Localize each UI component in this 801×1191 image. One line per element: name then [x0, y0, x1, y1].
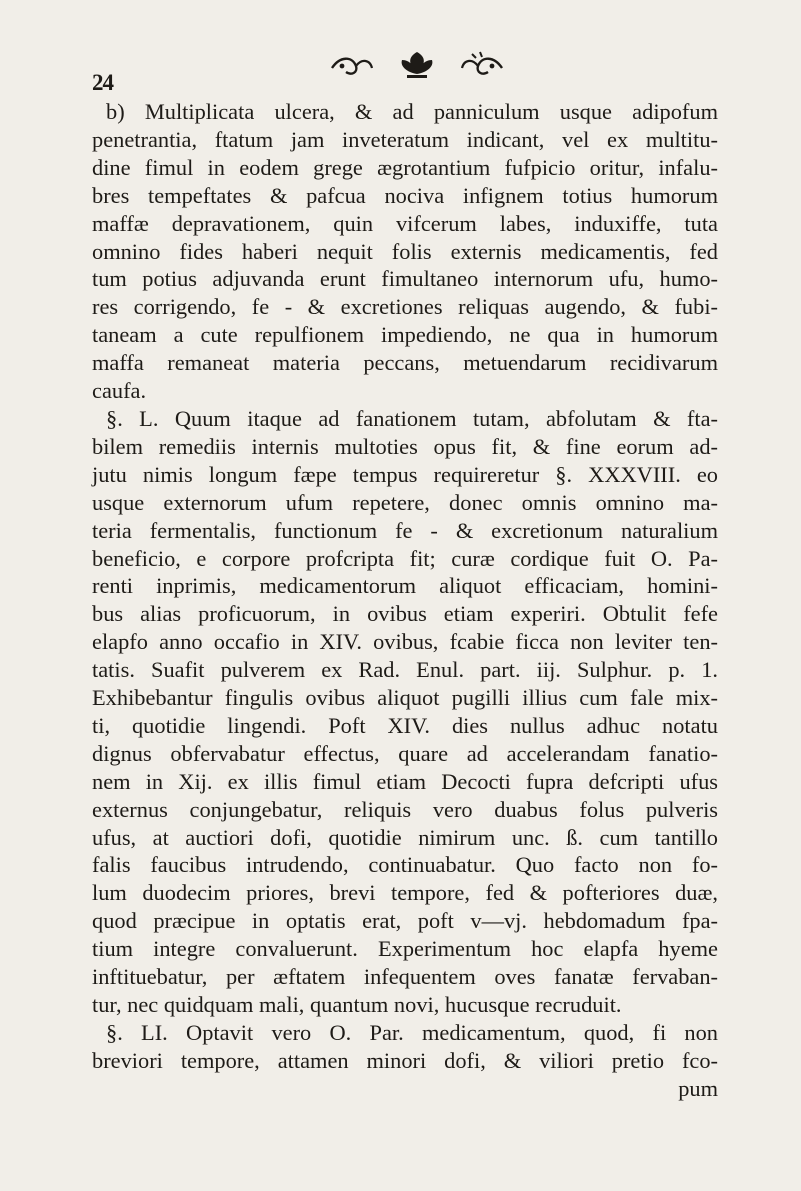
text-line: §. LI. Optavit vero O. Par. medicamentum, quod, fi non [106, 1019, 718, 1045]
text-line: bres tempeftates & pafcua nociva infignem totius humorum [92, 182, 718, 208]
text-line: maffæ depravationem, quin vifcerum labes, induxiffe, tuta [92, 210, 718, 236]
text-line: tium integre convaluerunt. Experimentum hoc elapfa hyeme [92, 936, 718, 962]
text-line: tum potius adjuvanda erunt fimultaneo internorum ufu, humo- [92, 266, 718, 292]
text-line: ufus, at auctiori dofi, quotidie nimirum unc. ß. cum tantillo [92, 824, 718, 850]
text-line: tatis. Suafit pulverem ex Rad. Enul. part. iij. Sulphur. p. 1. [92, 657, 718, 683]
text-line: pum [678, 1075, 718, 1101]
text-line: Exhibebantur fingulis ovibus aliquot pugilli illius cum fale mix- [92, 685, 718, 711]
text-line: inftituebatur, per æftatem infequentem oves fanatæ fervaban- [92, 964, 718, 990]
text-line: maffa remaneat materia peccans, metuendarum recidivarum [92, 350, 718, 376]
head-ornament-icon [322, 48, 512, 82]
text-line: ti, quotidie lingendi. Poft XIV. dies nullus adhuc notatu [92, 712, 718, 738]
text-line: usque externorum ufum repetere, donec omnis omnino ma- [92, 489, 718, 515]
text-line: nem in Xij. ex illis fimul etiam Decocti fupra defcripti ufus [92, 768, 718, 794]
text-line: taneam a cute repulfionem impediendo, ne qua in humorum [92, 322, 718, 348]
text-line: dine fimul in eodem grege ægrotantium fufpicio oritur, infalu- [92, 154, 718, 180]
text-line: externus conjungebatur, reliquis vero duabus folus pulveris [92, 796, 718, 822]
text-line: jutu nimis longum fæpe tempus requireretur §. XXXVIII. eo [92, 461, 718, 487]
text-line: res corrigendo, fe - & excretiones reliquas augendo, & fubi- [92, 294, 718, 320]
text-line: elapfo anno occafio in XIV. ovibus, fcabie ficca non leviter ten- [92, 629, 718, 655]
body-text [92, 98, 718, 1103]
text-line: caufa. [92, 378, 147, 404]
text-line: quod præcipue in optatis erat, poft v—vj. hebdomadum fpa- [92, 908, 718, 934]
text-line: bilem remediis internis multoties opus fit, & fine eorum ad- [92, 433, 718, 459]
text-line: dignus obfervabatur effectus, quare ad accelerandam fanatio- [92, 740, 718, 766]
text-line: lum duodecim priores, brevi tempore, fed & pofteriores duæ, [92, 880, 718, 906]
text-line: bus alias proficuorum, in ovibus etiam experiri. Obtulit fefe [92, 601, 718, 627]
text-line: §. L. Quum itaque ad fanationem tutam, abfolutam & fta- [106, 405, 718, 431]
text-line: penetrantia, ftatum jam inveteratum indicant, vel ex multitu- [92, 126, 718, 152]
text-line: teria fermentalis, functionum fe - & excretionum naturalium [92, 517, 718, 543]
text-line: falis faucibus intrudendo, continuabatur. Quo facto non fo- [92, 852, 718, 878]
page-number: 24 [92, 70, 113, 95]
text-line: breviori tempore, attamen minori dofi, & viliori pretio fco- [92, 1047, 718, 1073]
text-line: renti inprimis, medicamentorum aliquot efficaciam, homini- [92, 573, 718, 599]
text-line: b) Multiplicata ulcera, & ad panniculum usque adipofum [106, 99, 718, 124]
text-line: beneficio, e corpore profcripta fit; curæ cordique fuit O. Pa- [92, 545, 718, 571]
page-header [92, 48, 732, 95]
text-line: tur, nec quidquam mali, quantum novi, hucusque recruduit. [92, 992, 622, 1017]
text-line: omnino fides haberi nequit folis externis medicamentis, fed [92, 238, 718, 264]
